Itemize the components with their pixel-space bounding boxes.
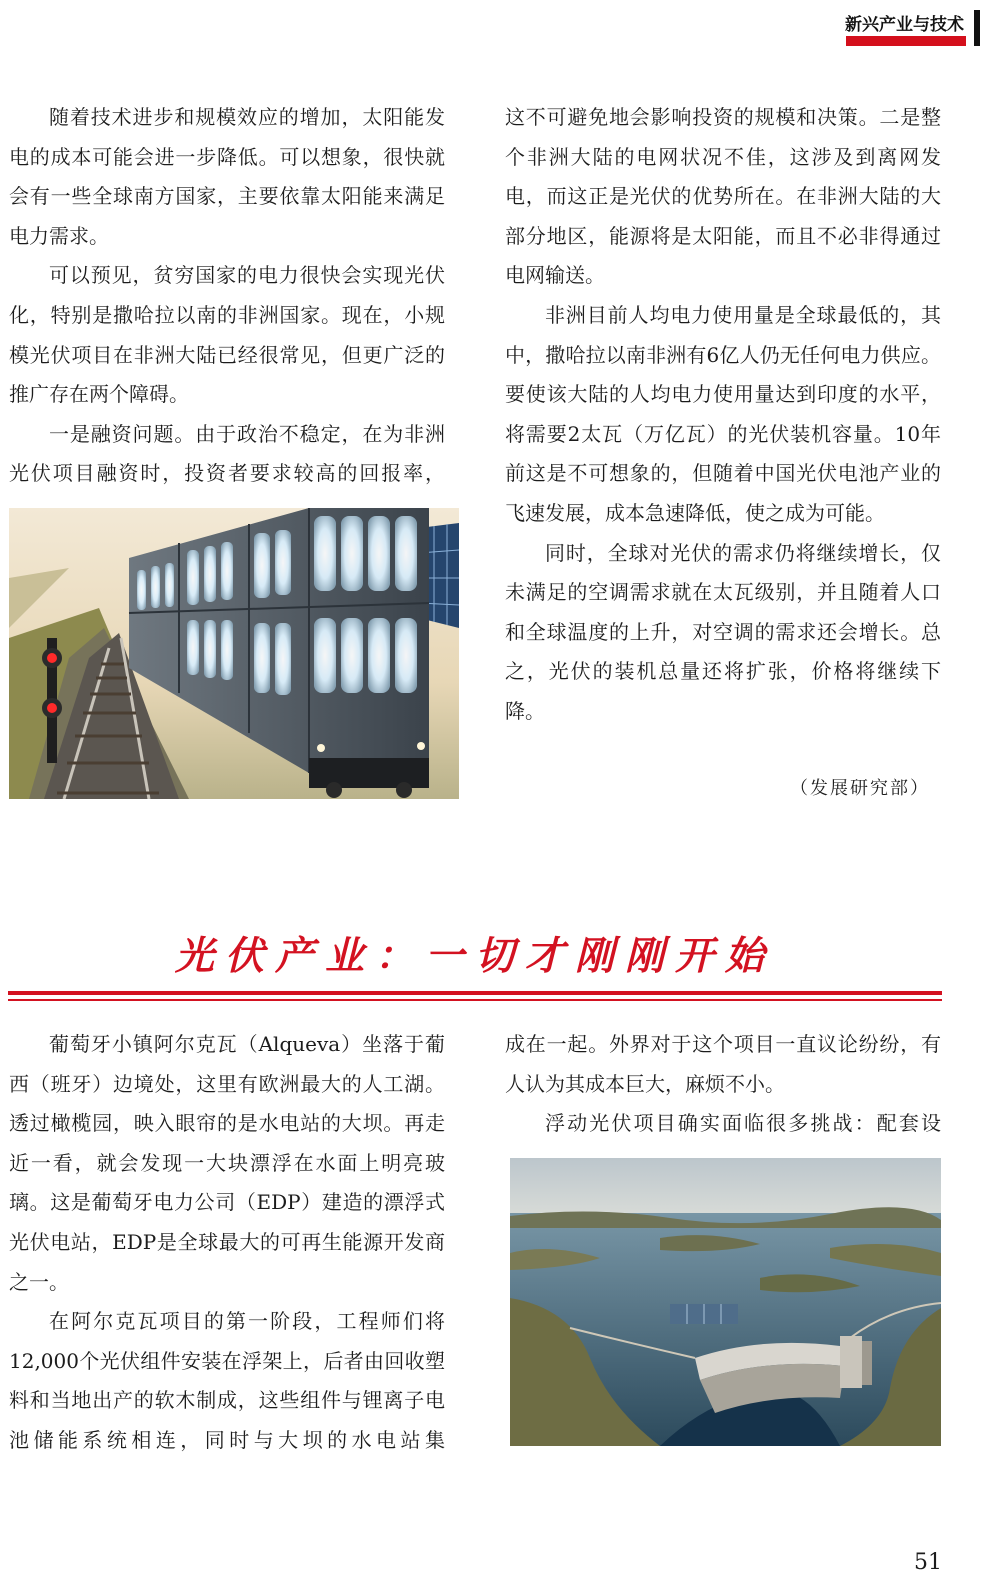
section-black-bar — [974, 10, 980, 46]
paragraph-text: 这不可避免地会影响投资的规模和决策。 — [505, 105, 880, 129]
section-red-bar — [846, 36, 966, 46]
article2-left-column — [9, 1025, 445, 1461]
paragraph: 随着技术进步和规模效应的增加，太阳能发电的成本可能会进一步降低。可以想象，很快就会有一些全球南方国家，主要依靠太阳能来满足电力需求。 — [9, 105, 445, 248]
title-rule — [8, 991, 942, 995]
paragraph: 成在一起。外界对于这个项目一直议论纷纷，有人认为其成本巨大，麻烦不小。 — [505, 1032, 941, 1096]
highlighted-text: 一是融资问题。 — [49, 421, 196, 446]
article1-left-column — [9, 98, 445, 494]
paragraph-text: 由于政治不稳定，在为非洲光伏项目融资时，投资者要求较高的回报率， — [9, 421, 446, 486]
highlighted-text: 但更广泛的推广存在两个障碍。 — [9, 342, 446, 407]
paragraph — [9, 415, 445, 494]
page-number: 51 — [914, 1550, 942, 1575]
article1-right-column — [505, 98, 941, 732]
section-label: 新兴产业与技术 — [845, 15, 964, 35]
paragraph: 在阿尔克瓦项目的第一阶段，工程师们将12,000个光伏组件安装在浮架上，后者由回收塑料和当地出产的软木制成，这些组件与锂离子电池储能系统相连，同时与大坝的水电站集 — [9, 1309, 445, 1452]
paragraph: 同时，全球对光伏的需求仍将继续增长，仅未满足的空调需求就在太瓦级别，并且随着人口和全球温度的上升，对空调的需求还会增长。总之，光伏的装机总量还将扩张，价格将继续下降。 — [505, 540, 941, 723]
article-title: 光伏产业：一切才刚刚开始 — [174, 934, 775, 979]
paragraph: 浮动光伏项目确实面临很多挑战：配套设 — [545, 1111, 941, 1136]
article-source: （发展研究部） — [790, 778, 930, 799]
article2-right-column — [505, 1025, 941, 1144]
paragraph: 非洲目前人均电力使用量是全球最低的，其中，撒哈拉以南非洲有6亿人仍无任何电力供应。要使该大陆的人均电力使用量达到印度的水平，将需要2太瓦（万亿瓦）的光伏装机容量。10年前这是不可想象的，但随着中国光伏电池产业的飞速发展，成本急速降低，使之成为可能。 — [505, 302, 941, 525]
paragraph: 葡萄牙小镇阿尔克瓦（Alqueva）坐落于葡西（班牙）边境处，这里有欧洲最大的人工湖。透过橄榄园，映入眼帘的是水电站的大坝。再走近一看，就会发现一大块漂浮在水面上明亮玻璃。这是葡萄牙电力公司（EDP）建造的漂浮式光伏电站，EDP是全球最大的可再生能源开发商之一。 — [9, 1032, 445, 1294]
title-rule-thin — [8, 999, 942, 1001]
battery-train-photo — [9, 508, 459, 799]
reservoir-dam-photo — [510, 1158, 941, 1446]
paragraph-text: 可以预见，贫穷国家的电力很快会实现光伏化，特别是撒哈拉以南的非洲国家。现在，小规模光伏项目在非洲大陆已经很常见， — [9, 263, 445, 367]
paragraph — [9, 256, 445, 414]
highlighted-text: 二是整个非洲大陆的电网状况不佳，这涉及到离网发电，而这正是光伏的优势所在。 — [505, 105, 942, 209]
paragraph — [505, 98, 941, 296]
paragraph-text: 在非洲大陆的大部分地区，能源将是太阳能，而且不必非得通过电网输送。 — [505, 184, 942, 288]
section-header — [842, 8, 982, 48]
